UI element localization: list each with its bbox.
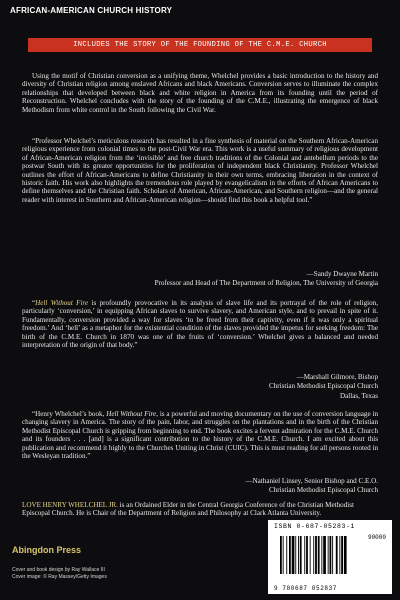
- review-1-attribution-role: Professor and Head of The Department of Religion, The University of Georgia: [154, 279, 378, 287]
- review-2-book-title: Hell Without Fire: [35, 299, 89, 307]
- review-2: [22, 299, 378, 349]
- credit-image: Cover image: © Ray Massey/Getty Images: [12, 574, 107, 580]
- barcode-bar: [332, 536, 333, 574]
- credit-design: Cover and book design by Ray Wallace III: [12, 567, 105, 573]
- barcode-bar: [298, 536, 299, 574]
- review-3-body: , is a powerful and moving documentary on the use of conversion language in changing slavery in America. The story of the pain, labor, and struggles on the plantations and in the birth of the Christian Methodist Episcopal Church is gripping from beginning to end. The book excites a fervent admiration for the C.M.E. Church and its founders . . . [and] is a significant contribution to the history of the C.M.E. Church. I am excited about this publication and recommend it highly to the Churches Uniting in Christ (CUIC). This is must reading for all persons rooted in the Wesleyan tradition.”: [22, 410, 379, 461]
- review-3-book-title: Hell Without Fire: [106, 410, 157, 418]
- barcode-bar: [336, 536, 338, 574]
- design-credits: [12, 567, 107, 581]
- review-3: [22, 410, 378, 460]
- price-code: 90000: [367, 534, 386, 541]
- barcode-bar: [313, 536, 314, 574]
- review-3-attribution-org: Christian Methodist Episcopal Church: [269, 486, 378, 494]
- barcode-bar: [280, 536, 282, 574]
- barcode-bar: [295, 536, 296, 574]
- barcode-bar: [339, 536, 340, 574]
- review-2-attribution-org: Christian Methodist Episcopal Church: [269, 382, 378, 390]
- barcode-bar: [292, 536, 295, 574]
- review-2-attribution-name: —Marshall Gilmore, Bishop: [296, 373, 378, 381]
- barcode-bar: [330, 536, 332, 574]
- review-3-pre: “Henry Whelchel’s book,: [32, 410, 107, 418]
- barcode-bar: [318, 536, 320, 574]
- barcode-bar: [304, 536, 305, 574]
- review-3-attribution-name: —Nathaniel Linsey, Senior Bishop and C.E.O.: [245, 477, 378, 485]
- intro-text: Using the motif of Christian conversion as a unifying theme, Whelchel provides a basic introduction to the history and diversity of Christian religion among enslaved Africans and black Americans. Conversion serves to illuminate the complex relationships that developed between black and white religion in America from its founding until the period of Reconstruction. Whelchel concludes with the story of the founding of the C.M.E., illustrating the emergence of black Methodism from white control in the South following the Civil War.: [22, 72, 378, 114]
- barcode-bar: [315, 536, 317, 574]
- author-bio-text: is an Ordained Elder in the Central Georgia Conference of the Christian Methodist Episcopal Church. He is Chair of the Department of Religion and Philosophy at Clark Atlanta University.: [22, 501, 354, 518]
- author-name: LOVE HENRY WHELCHEL JR.: [22, 501, 118, 509]
- publisher-logo: Abingdon Press: [12, 545, 82, 555]
- book-category: AFRICAN-AMERICAN CHURCH HISTORY: [10, 6, 173, 15]
- intro-paragraph: [22, 72, 378, 114]
- review-2-text: [22, 299, 378, 349]
- review-2-body: is profoundly provocative in its analysis of slave life and its portrayal of the role of religion, particularly ‘conversion,’ in equipping African slaves to survive slavery, and American style, and to prevail in spite of it. Fundamentally, conversion provided a way for slaves ‘to be freed from their captivity, even if it was only a spiritual freedom.’ And ‘hell’ as a metaphor for the existential condition of the slaves provided the impetus for seeking freedom: The birth of the C.M.E. Church in 1870 was one of the fruits of ‘conversion.’ Whelchel gives a balanced and needed interpretation of the origin of that body.”: [22, 299, 378, 350]
- review-2-open-quote: “: [32, 299, 36, 307]
- barcode-bar: [286, 536, 287, 574]
- barcode-bar: [328, 536, 329, 574]
- review-1-attribution-name: —Sandy Dwayne Martin: [306, 270, 378, 278]
- author-bio: [22, 501, 378, 518]
- barcode-bar: [300, 536, 302, 574]
- barcode-bar: [323, 536, 326, 574]
- review-1-text: “Professor Whelchel’s meticulous research has resulted in a fine synthesis of material on the Southern African-American religious experience from colonial times to the post-Civil War era. This work is a useful summary of religious development of African-American religion from the ‘invisible’ and free church traditions of the Colonial and antebellum periods to the postwar South with its greater opportunities for the proliferation of independent black Christianity. Professor Whelchel outlines the effort of African-Americans to define Christianity in their own terms, embracing liberation in the context of historic faith. His work also highlights the tremendous role played by evangelicalism in the efforts of African Americans to define themselves and the Christian faith. Scholars of American, African-American, and Southern religion—and the general reader with interest in Southern and African-American religion—should find this book a helpful tool.”: [22, 137, 378, 204]
- banner-strip: INCLUDES THE STORY OF THE FOUNDING OF THE C.M.E. CHURCH: [28, 38, 372, 52]
- barcode-bar: [321, 536, 322, 574]
- barcode-bar: [341, 536, 343, 574]
- barcode-bar: [306, 536, 308, 574]
- barcode-bar: [283, 536, 284, 574]
- review-3-text: [22, 410, 378, 460]
- barcode-panel: [268, 520, 392, 594]
- barcode-bar: [289, 536, 291, 574]
- review-2-attribution-place: Dallas, Texas: [340, 392, 378, 400]
- barcode-graphic: [278, 534, 382, 580]
- review-1: [22, 137, 378, 204]
- barcode-digits: 9 780687 052837: [274, 585, 338, 592]
- isbn-number: ISBN 0-687-05283-1: [274, 523, 356, 530]
- barcode-bar: [344, 536, 347, 574]
- barcode-bar: [310, 536, 311, 574]
